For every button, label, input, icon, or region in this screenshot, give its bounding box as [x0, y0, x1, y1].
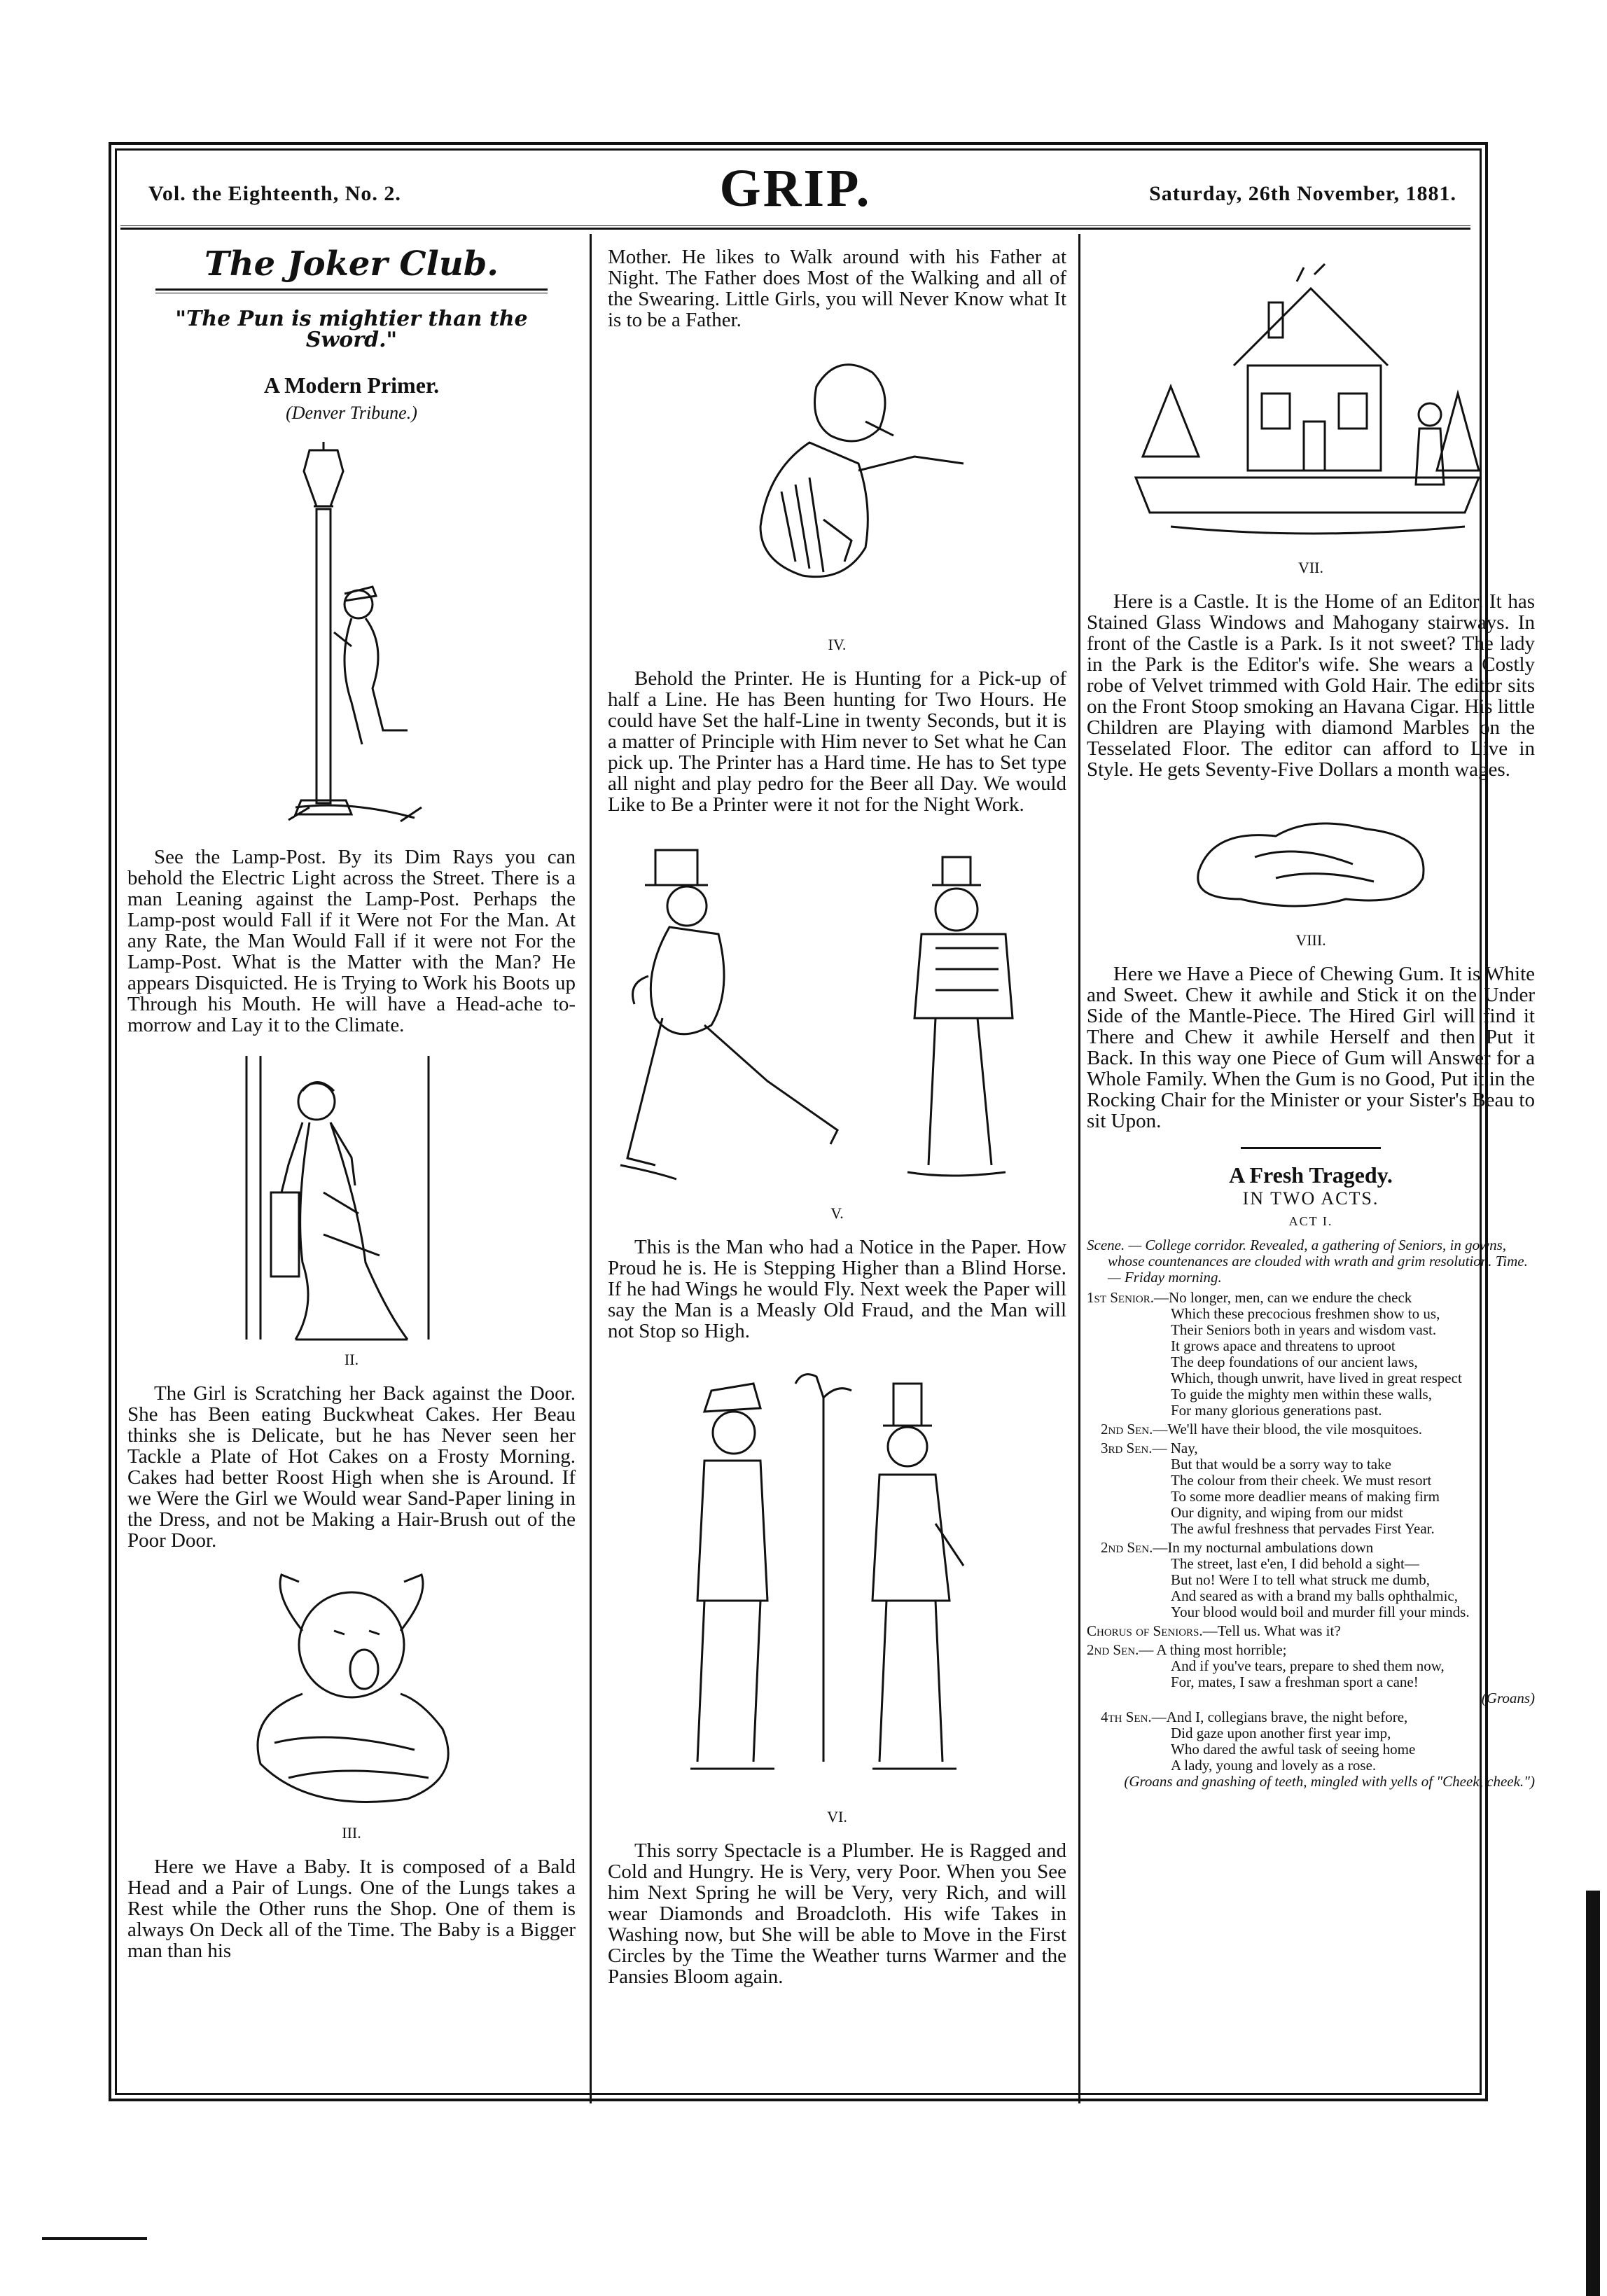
- club-motto: "The Pun is mightier than the Sword.": [175, 307, 528, 352]
- speech-6-verse-2: For, mates, I saw a freshman sport a cane!: [1171, 1674, 1419, 1690]
- speech-1-verse-1: Which these precocious freshmen show to us,: [1171, 1305, 1440, 1322]
- chewing-gum-illustration: [1171, 801, 1451, 927]
- speech-3-verse-3: To some more deadlier means of making firm: [1171, 1488, 1440, 1505]
- section-title: A Modern Primer.: [263, 373, 440, 398]
- speech-3-verse-1: But that would be a sorry way to take: [1171, 1456, 1391, 1473]
- speech-4-verse-1: The street, last e'en, I did behold a sight—: [1171, 1555, 1419, 1572]
- newspaper-title: GRIP.: [719, 159, 872, 218]
- speech-1-verse-4: The deep foundations of our ancient laws,: [1171, 1354, 1418, 1370]
- printer-illustration: [683, 352, 992, 632]
- column-divider-1: [590, 234, 592, 2103]
- tragedy-play-text: [1087, 1237, 1535, 1790]
- figure-7-caption: VII.: [1298, 559, 1324, 576]
- speaker-1: 1st Senior.: [1087, 1289, 1155, 1306]
- paragraph-chewing-gum: Here we Have a Piece of Chewing Gum. It is White and Sweet. Chew it awhile and Stick it on the Under Side of the Mantle-Piece. The Hired Girl will find it There and Chew it awhile Herself and then Put it Back. In this way one Piece of Gum will Answer for a Whole Family. When the Gum is no Good, Put it in the Rocking Chair for the Minister or your Sister's Beau to sit Upon.: [1087, 963, 1535, 1132]
- paragraph-castle: Here is a Castle. It is the Home of an Editor. It has Stained Glass Windows and Mahogany stairways. In front of the Castle is a Park. Is it not sweet? The lady in the Park is the Editor's wife. She wears a Costly robe of Velvet trimmed with Gold Hair. The editor sits on the Front Stoop smoking an Havana Cigar. His little Children are Playing with diamond Marbles on the Tesselated Floor. The editor can afford to Live in Style. He gets Seventy-Five Dollars a month wages.: [1087, 590, 1535, 781]
- paragraph-baby: Here we Have a Baby. It is composed of a Bald Head and a Pair of Lungs. One of the Lungs takes a Rest while the Other runs the Shop. One of them is always On Deck all of the Time. The Baby is a Bigger man than his: [127, 1856, 576, 1962]
- speech-6: [1087, 1642, 1535, 1658]
- stage-direction-2: (Groans and gnashing of teeth, mingled with yells of "Cheek, cheek."): [1124, 1773, 1535, 1790]
- section-divider: [1241, 1147, 1381, 1149]
- girl-illustration: [218, 1052, 485, 1347]
- speech-5: [1087, 1623, 1535, 1639]
- volume-number: Vol. the Eighteenth, No. 2.: [148, 182, 401, 205]
- issue-date: Saturday, 26th November, 1881.: [1149, 182, 1456, 205]
- speech-2-line: —We'll have their blood, the vile mosquitoes.: [1153, 1421, 1423, 1438]
- speech-1-verse-5: Which, though unwrit, have lived in great respect: [1171, 1370, 1462, 1386]
- speech-6-verse-1: And if you've tears, prepare to shed them now,: [1171, 1657, 1445, 1674]
- speech-1-verse-6: To guide the mighty men within these walls,: [1171, 1386, 1432, 1403]
- stage-direction-1: (Groans): [1481, 1690, 1535, 1706]
- speech-6-line: — A thing most horrible;: [1139, 1641, 1287, 1658]
- figure-3-caption: III.: [342, 1824, 361, 1842]
- speech-2: [1087, 1421, 1535, 1438]
- speaker-3: 3rd Sen.: [1101, 1440, 1153, 1456]
- lamp-post-illustration: [246, 436, 457, 828]
- speech-1-verse-7: For many glorious generations past.: [1171, 1402, 1382, 1419]
- speech-3-verse-5: The awful freshness that pervades First Year.: [1171, 1520, 1435, 1537]
- scene-direction: Scene. — College corridor. Revealed, a gathering of Seniors, in gowns, whose countenances are clouded with wrath and grim resolution. Time.— Friday morning.: [1087, 1237, 1528, 1286]
- masthead-rule: [120, 225, 1470, 230]
- title-rule: [155, 288, 548, 293]
- speech-3: [1087, 1440, 1535, 1456]
- column-1: [127, 246, 576, 1961]
- speech-7-verse-2: Who dared the awful task of seeing home: [1171, 1741, 1416, 1758]
- speech-7-line: —And I, collegians brave, the night before,: [1151, 1709, 1408, 1725]
- paragraph-girl: The Girl is Scratching her Back against the Door. She has Been eating Buckwheat Cakes. Her Beau thinks she is Delicate, but he has Never seen her Tackle a Plate of Hot Cakes on a Frosty Morning. Cakes had better Roost High when she is Around. If we Were the Girl we Would wear Sand-Paper lining in the Dress, and not be Making a Hair-Brush out of the Poor Door.: [127, 1382, 576, 1552]
- speech-1: [1087, 1290, 1535, 1306]
- speaker-4: 2nd Sen.: [1101, 1539, 1153, 1556]
- column-3: [1087, 246, 1535, 1790]
- figure-5-caption: V.: [830, 1204, 844, 1222]
- paragraph-baby-continued: Mother. He likes to Walk around with his Father at Night. The Father does Most of the Walking and all of the Swearing. Little Girls, you will Never Know what It is to be a Father.: [608, 246, 1066, 331]
- plumber-illustration: [683, 1370, 992, 1804]
- castle-illustration: [1129, 260, 1493, 555]
- speech-7: [1087, 1709, 1535, 1725]
- club-title: The Joker Club.: [204, 244, 499, 284]
- speech-7-verse-1: Did gaze upon another first year imp,: [1171, 1725, 1391, 1741]
- speech-4-verse-3: And seared as with a brand my balls ophthalmic,: [1171, 1587, 1458, 1604]
- speaker-5: Chorus of Seniors.: [1087, 1622, 1203, 1639]
- scan-edge-shadow: [1586, 1891, 1600, 2296]
- paragraph-printer: Behold the Printer. He is Hunting for a Pick-up of half a Line. He has Been hunting for Two Hours. He could have Set the half-Line in twenty Seconds, but it is a matter of Principle with Him never to Set what he Can pick up. The Printer has a Hard time. He has to Set type all night and play pedro for the Beer all Day. We would Like to Be a Printer were it not for the Night Work.: [608, 667, 1066, 816]
- column-divider-2: [1078, 234, 1080, 2103]
- speech-4-verse-4: Your blood would boil and murder fill your minds.: [1171, 1603, 1470, 1620]
- speech-3-verse-4: Our dignity, and wiping from our midst: [1171, 1504, 1403, 1521]
- column-2: [608, 246, 1066, 1987]
- figure-8-caption: VIII.: [1295, 931, 1326, 949]
- speaker-6: 2nd Sen.: [1087, 1641, 1139, 1658]
- masthead: [120, 155, 1470, 225]
- baby-illustration: [204, 1568, 499, 1820]
- tragedy-subtitle: IN TWO ACTS.: [1242, 1188, 1379, 1209]
- page-edge-mark: [42, 2237, 147, 2240]
- speech-7-verse-3: A lady, young and lovely as a rose.: [1171, 1757, 1377, 1774]
- figure-6-caption: VI.: [827, 1808, 847, 1825]
- speaker-2: 2nd Sen.: [1101, 1421, 1153, 1438]
- source-credit: (Denver Tribune.): [286, 403, 417, 423]
- speech-1-verse-2: Their Seniors both in years and wisdom vast.: [1171, 1321, 1437, 1338]
- speech-3-verse-2: The colour from their cheek. We must resort: [1171, 1472, 1432, 1489]
- speech-1-line: —No longer, men, can we endure the check: [1154, 1289, 1412, 1306]
- tragedy-title: A Fresh Tragedy.: [1229, 1162, 1393, 1188]
- speech-1-verse-3: It grows apace and threatens to uproot: [1171, 1337, 1396, 1354]
- tragedy-act-label: ACT I.: [1288, 1214, 1333, 1228]
- figure-4-caption: IV.: [828, 636, 847, 653]
- proud-man-illustration: [613, 836, 1062, 1200]
- paragraph-plumber: This sorry Spectacle is a Plumber. He is Ragged and Cold and Hungry. He is Very, very Poor. When you See him Next Spring he will be Very, very Rich, and will wear Diamonds and Broadcloth. His wife Takes in Washing now, but She will be able to Move in the First Circles by the Time the Weather turns Warmer and the Pansies Bloom again.: [608, 1839, 1066, 1988]
- speech-5-line: —Tell us. What was it?: [1202, 1622, 1341, 1639]
- speech-4: [1087, 1540, 1535, 1556]
- speech-4-verse-2: But no! Were I to tell what struck me dumb,: [1171, 1571, 1431, 1588]
- paragraph-proud-man: This is the Man who had a Notice in the Paper. How Proud he is. He is Stepping Higher than a Blind Horse. If he had Wings he would Fly. Next week the Paper will say the Man is a Measly Old Fraud, and the Man will not Stop so High.: [608, 1236, 1066, 1342]
- speaker-7: 4th Sen.: [1101, 1709, 1152, 1725]
- paragraph-lamp-post: See the Lamp-Post. By its Dim Rays you can behold the Electric Light across the Street. There is a man Leaning against the Lamp-Post. Perhaps the Lamp-post would Fall if it Were not For the Man. At any Rate, the Man Would Fall if it were not For the Lamp-Post. What is the Matter with the Man? He appears Disquicted. He is Trying to Work his Boots up Through his Mouth. He will have a Head-ache to-morrow and Lay it to the Climate.: [127, 846, 576, 1036]
- speech-3-line: — Nay,: [1152, 1440, 1198, 1456]
- speech-4-line: —In my nocturnal ambulations down: [1153, 1539, 1374, 1556]
- figure-2-caption: II.: [344, 1351, 359, 1368]
